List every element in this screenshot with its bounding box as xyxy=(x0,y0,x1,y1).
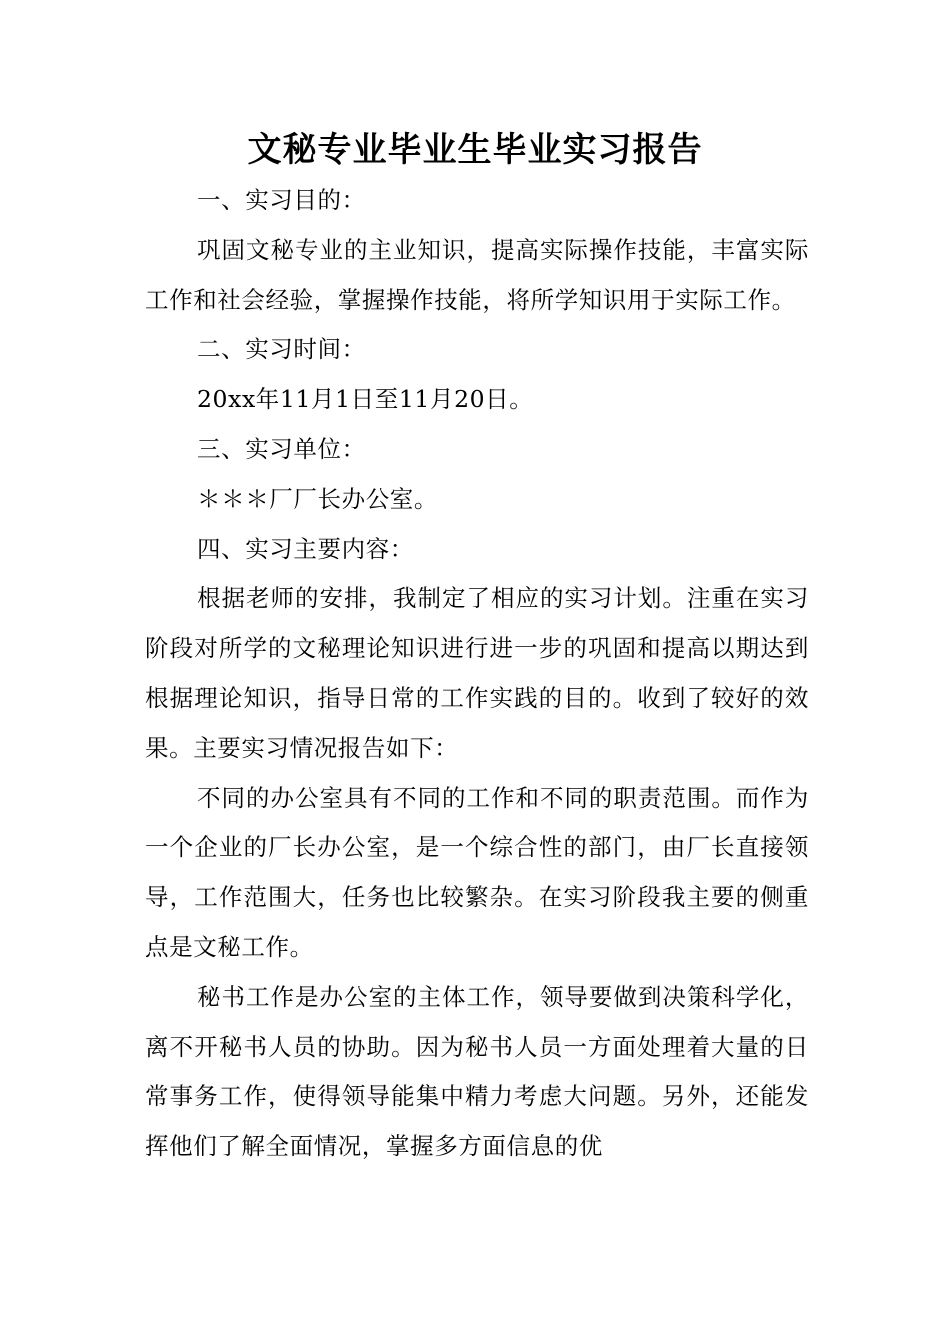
document-title: 文秘专业毕业生毕业实习报告 xyxy=(247,130,703,170)
paragraph-time: 20xx年11月1日至11月20日。 xyxy=(197,385,534,414)
section-heading-purpose: 一、实习目的： xyxy=(197,186,366,214)
section-heading-content: 四、实习主要内容： xyxy=(197,534,414,563)
document-body xyxy=(145,176,809,1172)
paragraph-content-office: 不同的办公室具有不同的工作和不同的职责范围。而作为一个企业的厂长办公室，是一个综合性的部门，由厂长直接领导，工作范围大，任务也比较繁杂。在实习阶段我主要的侧重点是文秘工作。 xyxy=(145,783,809,961)
section-heading-time: 二、实习时间： xyxy=(197,335,366,364)
paragraph-unit: ＊＊＊厂厂长办公室。 xyxy=(197,484,438,513)
paragraph-content-plan: 根据老师的安排，我制定了相应的实习计划。注重在实习阶段对所学的文秘理论知识进行进一步的巩固和提高以期达到根据理论知识，指导日常的工作实践的目的。收到了较好的效果。主要实习情况报告如下： xyxy=(145,584,809,762)
section-heading-unit: 三、实习单位： xyxy=(197,434,366,463)
paragraph-purpose: 巩固文秘专业的主业知识，提高实际操作技能，丰富实际工作和社会经验，掌握操作技能，将所学知识用于实际工作。 xyxy=(145,235,809,314)
paragraph-content-secretary: 秘书工作是办公室的主体工作，领导要做到决策科学化，离不开秘书人员的协助。因为秘书人员一方面处理着大量的日常事务工作，使得领导能集中精力考虑大问题。另外，还能发挥他们了解全面情况，掌握多方面信息的优 xyxy=(145,982,809,1161)
